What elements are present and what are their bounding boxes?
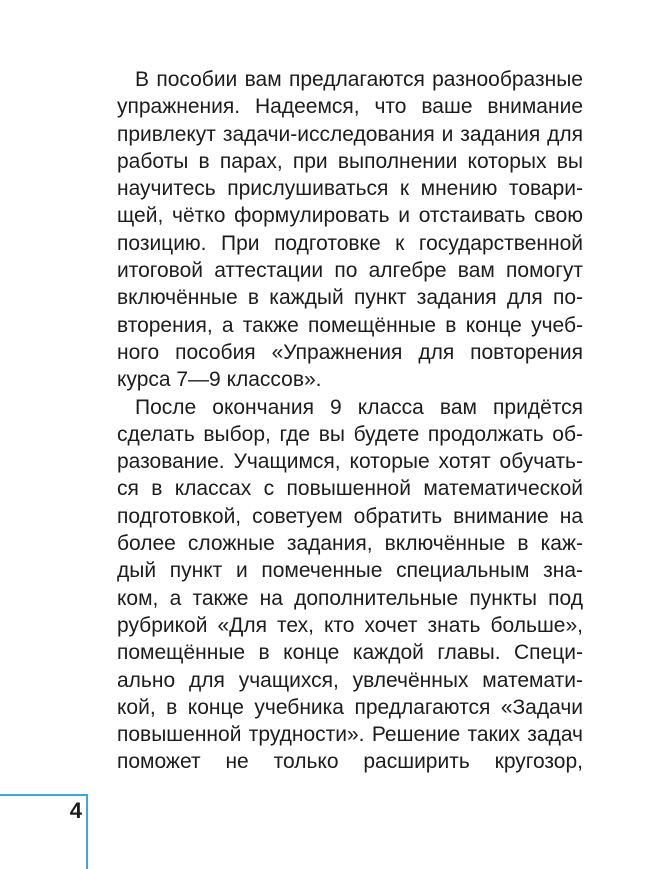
page-body-text (117, 66, 583, 776)
text-line: более сложные задания, включённые в каж- (117, 532, 583, 556)
text-line: После окончания 9 класса вам придётся (135, 395, 583, 419)
text-line: включённые в каждый пункт задания для по- (117, 286, 583, 310)
text-line: итоговой аттестации по алгебре вам помогут (117, 259, 583, 283)
text-line: сделать выбор, где вы будете продолжать об- (117, 422, 583, 446)
text-line: ся в классах с повышенной математической (117, 477, 583, 501)
text-line: курса 7—9 классов». (117, 368, 322, 392)
text-line: привлекут задачи-исследования и задания для (117, 122, 583, 146)
paragraph-1 (117, 66, 583, 394)
text-line: поможет не только расширить кругозор, (117, 750, 583, 774)
text-line: щей, чётко формулировать и отстаивать свою (117, 204, 583, 228)
text-line: работы в парах, при выполнении которых вы (117, 149, 583, 173)
text-line: ально для учащихся, увлечённых математи- (117, 668, 583, 692)
text-line: ком, а также на дополнительные пункты под (117, 586, 583, 610)
text-line: подготовкой, советуем обратить внимание на (117, 504, 583, 528)
text-line: дый пункт и помеченные специальным зна- (117, 559, 583, 583)
text-line: разование. Учащимся, которые хотят обучать- (117, 450, 583, 474)
text-line: вторения, а также помещённые в конце учеб- (117, 313, 583, 337)
text-line: упражнения. Надеемся, что ваше внимание (117, 95, 583, 119)
paragraph-2 (117, 394, 583, 776)
text-line: повышенной трудности». Решение таких задач (117, 723, 583, 747)
text-line: научитесь прислушиваться к мнению товари- (117, 177, 583, 201)
page-corner-rule-vertical (86, 794, 88, 869)
text-line: ного пособия «Упражнения для повторения (117, 340, 583, 364)
text-line: позицию. При подготовке к государственной (117, 231, 583, 255)
page-number: 4 (69, 798, 82, 823)
text-line: В пособии вам предлагаются разнообразные (135, 68, 583, 91)
text-line: помещённые в конце каждой главы. Специ- (117, 641, 583, 665)
text-line: рубрикой «Для тех, кто хочет знать больше», (117, 613, 583, 637)
text-line: кой, в конце учебника предлагаются «Задачи (117, 695, 583, 719)
page-corner-rule-horizontal (0, 794, 88, 796)
